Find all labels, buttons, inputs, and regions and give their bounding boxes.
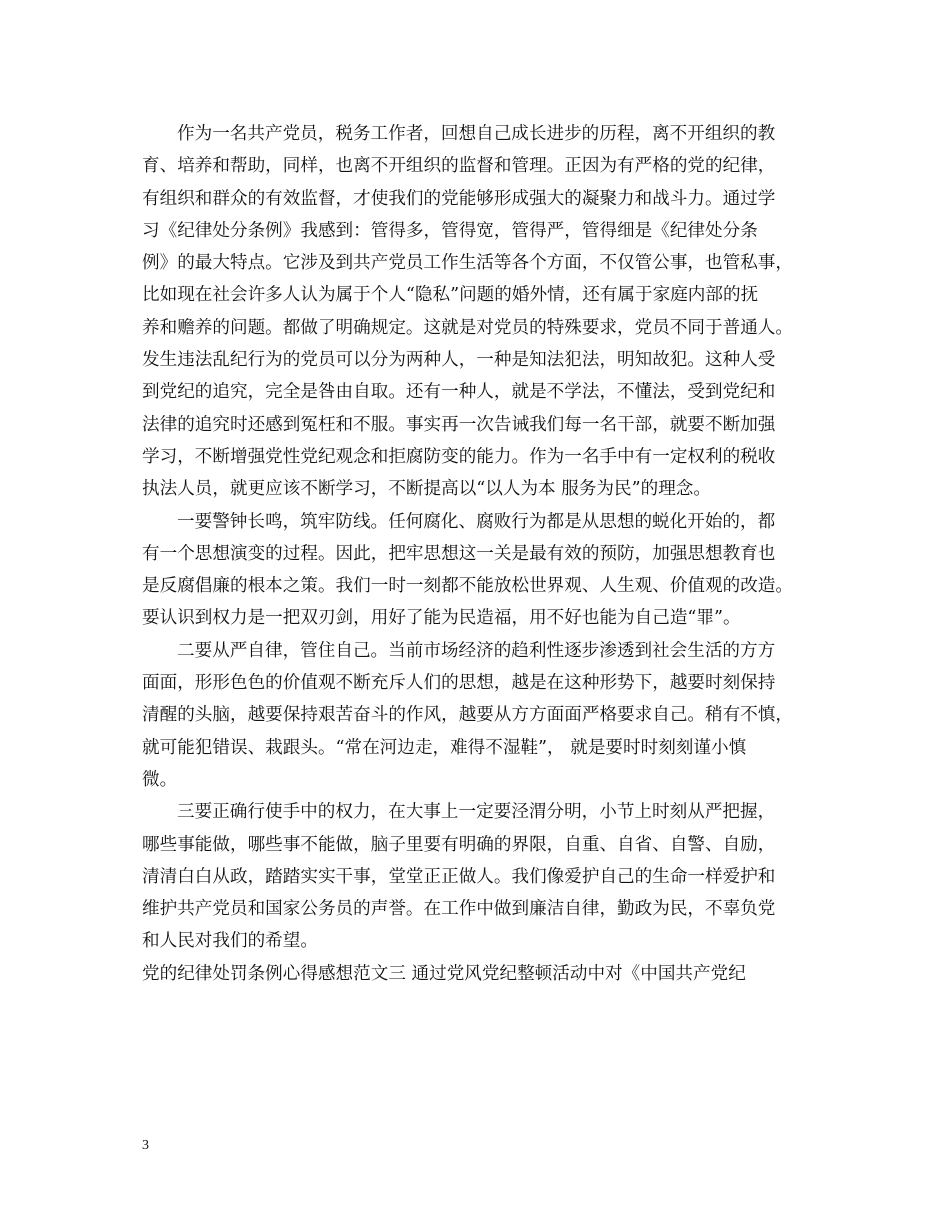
section-heading-line: 党的纪律处罚条例心得感想范文三 通过党风党纪整顿活动中对《中国共产党纪 [142,963,746,984]
text-line: 清醒的头脑，越要保持艰苦奋斗的作风，越要从方方面面严格要求自己。稍有不慎， [142,705,793,726]
text-line: 到党纪的追究，完全是咎由自取。还有一种人，就是不学法，不懂法，受到党纪和 [142,382,776,403]
text-line: 学习，不断增强党性党纪观念和拒腐防变的能力。作为一名手中有一定权利的税收 [142,446,776,467]
text-line: 二要从严自律，管住自己。当前市场经济的趋利性逐步渗透到社会生活的方方 [177,640,776,661]
text-line: 清清白白从政，踏踏实实干事，堂堂正正做人。我们像爱护自己的生命一样爱护和 [142,866,776,887]
text-line: 法律的追究时还感到冤枉和不服。事实再一次告诫我们每一名干部，就要不断加强 [142,414,776,435]
text-line: 发生违法乱纪行为的党员可以分为两种人，一种是知法犯法，明知故犯。这种人受 [142,350,776,371]
text-line: 有一个思想演变的过程。因此，把牢思想这一关是最有效的预防，加强思想教育也 [142,543,776,564]
text-line: 执法人员，就更应该不断学习，不断提高以“以人为本 服务为民”的理念。 [142,479,711,500]
page-number: 3 [142,1138,149,1153]
text-line: 三要正确行使手中的权力，在大事上一定要泾渭分明，小节上时刻从严把握， [177,802,776,823]
text-line: 要认识到权力是一把双刃剑，用好了能为民造福，用不好也能为自己造“罪”。 [142,608,741,629]
text-line: 哪些事能做，哪些事不能做，脑子里要有明确的界限，自重、自省、自警、自励， [142,834,776,855]
text-line: 育、培养和帮助，同样，也离不开组织的监督和管理。正因为有严格的党的纪律， [142,156,776,177]
text-line: 一要警钟长鸣，筑牢防线。任何腐化、腐败行为都是从思想的蜕化开始的，都 [177,511,776,532]
body-text [142,118,818,990]
text-line: 习《纪律处分条例》我感到：管得多，管得宽，管得严，管得细是《纪律处分条 [142,220,758,241]
text-line: 养和赡养的问题。都做了明确规定。这就是对党员的特殊要求，党员不同于普通人。 [142,317,793,338]
text-line: 比如现在社会许多人认为属于个人“隐私”问题的婚外情，还有属于家庭内部的抚 [142,285,759,306]
text-line: 作为一名共产党员，税务工作者，回想自己成长进步的历程，离不开组织的教 [177,124,776,144]
text-line: 面面，形形色色的价值观不断充斥人们的思想，越是在这种形势下，越要时刻保持 [142,673,776,694]
text-line: 微。 [142,769,178,790]
text-line: 和人民对我们的希望。 [142,931,318,952]
text-line: 是反腐倡廉的根本之策。我们一时一刻都不能放松世界观、人生观、价值观的改造。 [142,576,793,597]
text-line: 就可能犯错误、栽跟头。“常在河边走，难得不湿鞋”， 就是要时时刻刻谨小慎 [142,737,747,758]
text-line: 例》的最大特点。它涉及到共产党员工作生活等各个方面，不仅管公事，也管私事， [142,253,793,274]
text-line: 维护共产党员和国家公务员的声誉。在工作中做到廉洁自律，勤政为民，不辜负党 [142,899,776,920]
text-line: 有组织和群众的有效监督，才使我们的党能够形成强大的凝聚力和战斗力。通过学 [142,188,776,209]
